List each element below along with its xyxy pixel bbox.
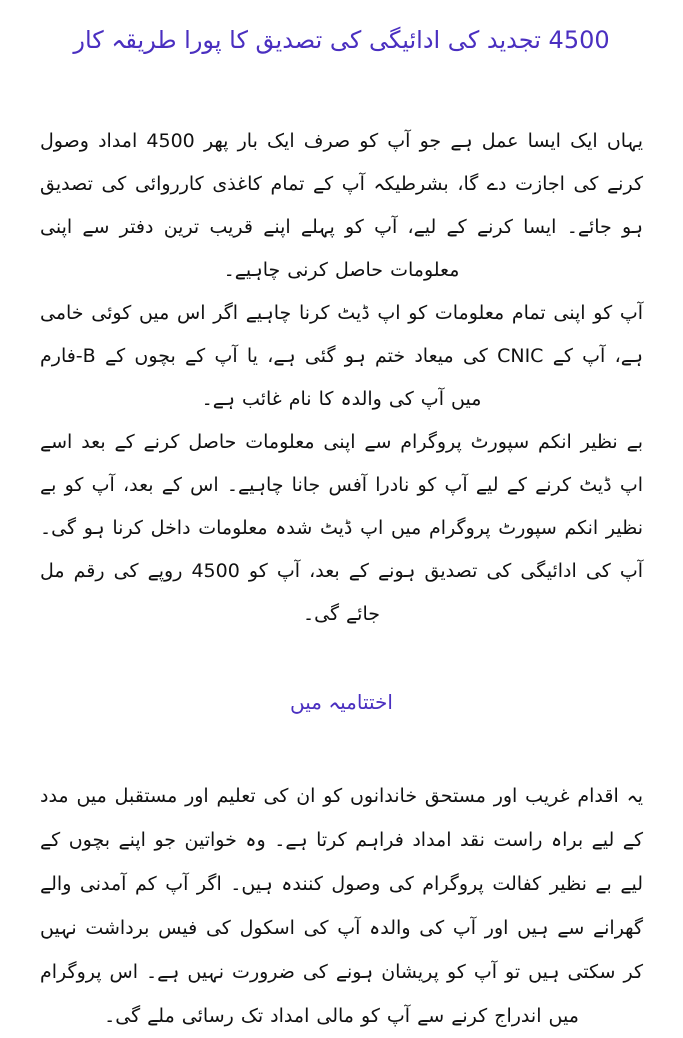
paragraph-intro: یہاں ایک ایسا عمل ہے جو آپ کو صرف ایک بار پھر 4500 امداد وصول کرنے کی اجازت دے گا، بشرطیکہ آپ کے تمام کاغذی کارروائی کی تصدیق ہو جائے۔ ایسا کرنے کے لیے، آپ کو پہلے اپنے قریب ترین دفتر سے اپنی معلومات حاصل کرنی چاہیے۔ <box>40 130 643 281</box>
paragraph-update-info: آپ کو اپنی تمام معلومات کو اپ ڈیٹ کرنا چاہیے اگر اس میں کوئی خامی ہے، آپ کے CNIC کی میعاد ختم ہو گئی ہے، یا آپ کے بچوں کے B-فارم میں آپ کی والدہ کا نام غائب ہے۔ <box>40 302 643 410</box>
paragraph-conclusion: یہ اقدام غریب اور مستحق خاندانوں کو ان کی تعلیم اور مستقبل میں مدد کے لیے براہ راست نقد امداد فراہم کرتا ہے۔ وہ خواتین جو اپنے بچوں کے لیے بے نظیر کفالت پروگرام کی وصول کنندہ ہیں۔ اگر آپ کم آمدنی والے گھرانے سے ہیں اور آپ کی والدہ آپ کی اسکول کی فیس برداشت نہیں کر سکتی ہیں تو آپ کو پریشان ہونے کی ضرورت نہیں ہے۔ اس پروگرام میں اندراج کرنے سے آپ کو مالی امداد تک رسائی ملے گی۔ <box>40 785 643 1027</box>
article-title: 4500 تجدید کی ادائیگی کی تصدیق کا پورا طریقہ کار <box>73 26 610 54</box>
conclusion-heading: اختتامیہ میں <box>290 690 393 714</box>
paragraph-nadra-process: بے نظیر انکم سپورٹ پروگرام سے اپنی معلومات حاصل کرنے کے بعد اسے اپ ڈیٹ کرنے کے لیے آپ کو نادرا آفس جانا چاہیے۔ اس کے بعد، آپ کو بے نظیر انکم سپورٹ پروگرام میں اپ ڈیٹ شدہ معلومات داخل کرنا ہو گی۔ آپ کی ادائیگی کی تصدیق ہونے کے بعد، آپ کو 4500 روپے کی رقم مل جائے گی۔ <box>40 431 643 625</box>
